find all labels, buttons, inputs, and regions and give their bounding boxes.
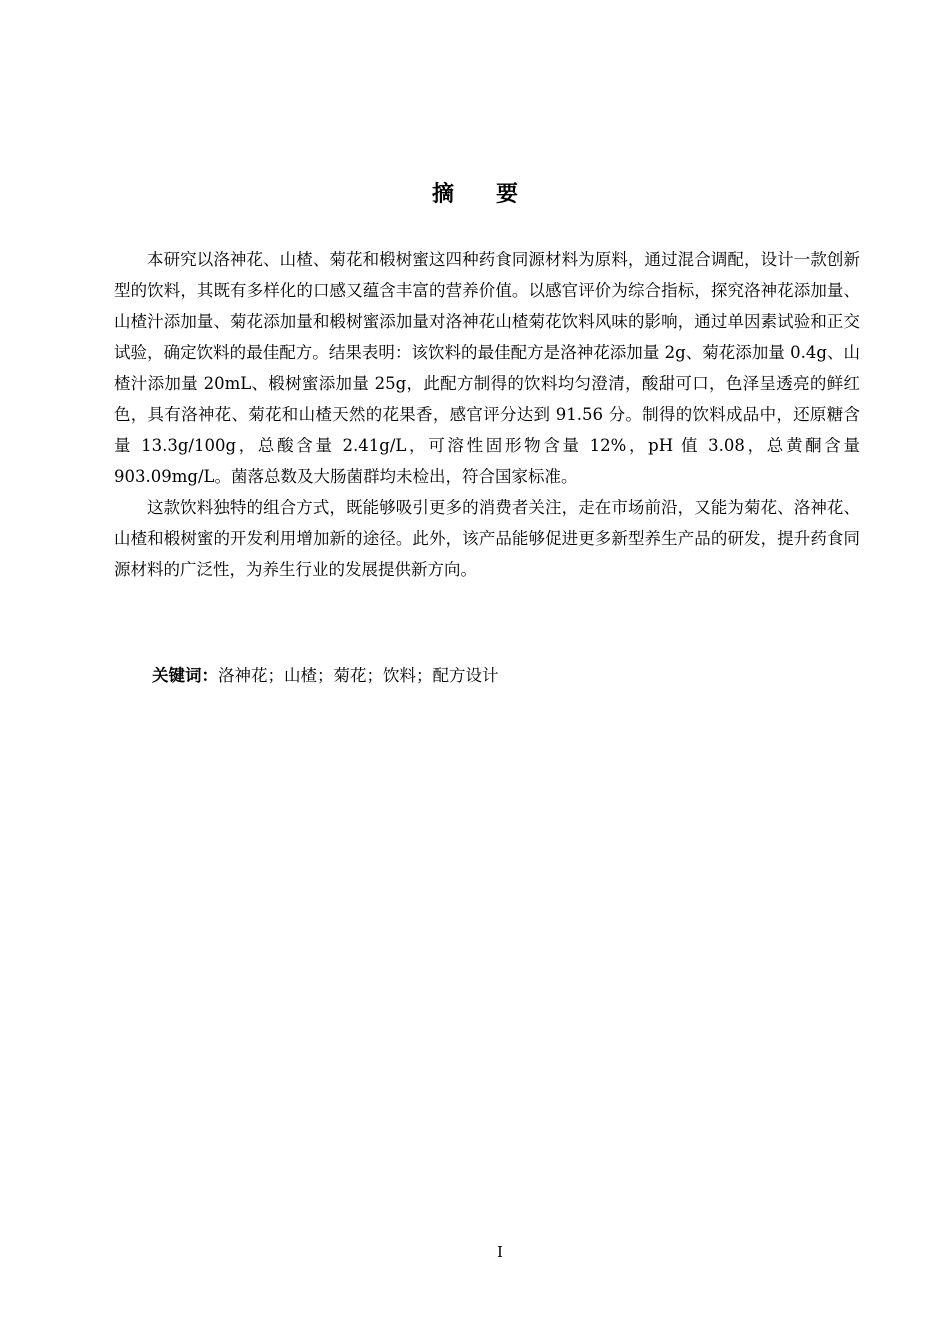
abstract-paragraph-1: 本研究以洛神花、山楂、菊花和椴树蜜这四种药食同源材料为原料，通过混合调配，设计一款创新型的饮料，其既有多样化的口感又蕴含丰富的营养价值。以感官评价为综合指标，探究洛神花添加量、山楂汁添加量、菊花添加量和椴树蜜添加量对洛神花山楂菊花饮料风味的影响，通过单因素试验和正交试验，确定饮料的最佳配方。结果表明：该饮料的最佳配方是洛神花添加量 2g、菊花添加量 0.4g、山楂汁添加量 20mL、椴树蜜添加量 25g，此配方制得的饮料均匀澄清，酸甜可口，色泽呈透亮的鲜红色，具有洛神花、菊花和山楂天然的花果香，感官评分达到 91.56 分。制得的饮料成品中，还原糖含量 13.3g/100g，总酸含量 2.41g/L，可溶性固形物含量 12%，pH 值 3.08，总黄酮含量 903.09mg/L。菌落总数及大肠菌群均未检出，符合国家标准。 bbox=[114, 250, 860, 486]
keywords-line bbox=[152, 660, 860, 691]
title-char-1: 摘 bbox=[431, 182, 454, 207]
keywords-value: 洛神花；山楂；菊花；饮料；配方设计 bbox=[218, 666, 499, 685]
page-number: I bbox=[497, 1243, 503, 1261]
abstract-body bbox=[114, 244, 860, 585]
title-char-2: 要 bbox=[496, 182, 519, 207]
abstract-paragraph-2: 这款饮料独特的组合方式，既能够吸引更多的消费者关注，走在市场前沿，又能为菊花、洛神花、山楂和椴树蜜的开发利用增加新的途径。此外，该产品能够促进更多新型养生产品的研发，提升药食同源材料的广泛性，为养生行业的发展提供新方向。 bbox=[114, 498, 860, 579]
keywords-label: 关键词： bbox=[152, 666, 218, 685]
page-title bbox=[0, 180, 950, 210]
